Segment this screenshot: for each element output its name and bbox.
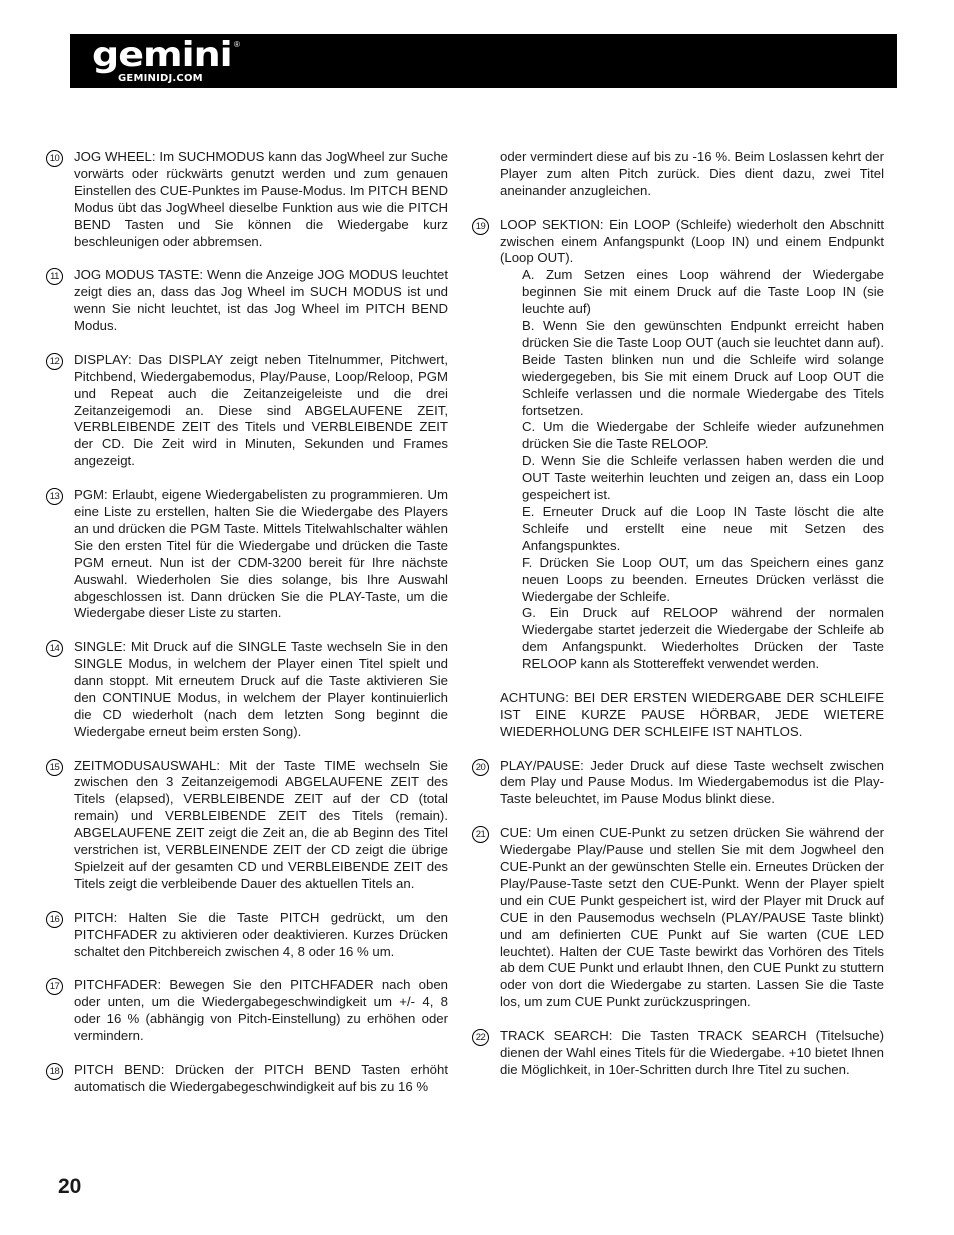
section-17 (46, 977, 448, 1045)
section-text: oder vermindert diese auf bis zu -16 %. Beim Loslassen kehrt der Player zum alten Pitch zurück. Dies dient dazu, zwei Titel aneinander anzugleichen. (500, 149, 884, 198)
section-text: JOG MODUS TASTE: Wenn die Anzeige JOG MODUS leuchtet zeigt dies an, dass das Jog Wheel im SUCH MODUS ist und wenn Sie nicht leuchtet, ist das Jog Wheel im PITCH BEND Modus. (74, 267, 448, 334)
number-badge: 18 (46, 1063, 63, 1080)
number-badge: 10 (46, 150, 63, 167)
logo-url: GEMINIDJ.COM (118, 73, 203, 84)
section-22 (472, 1028, 884, 1079)
section-text: PITCH: Halten Sie die Taste PITCH gedrückt, um den PITCHFADER zu aktivieren oder deaktivieren. Kurzes Drücken schaltet den Pitchbereich zwischen 4, 8 oder 16 % um. (74, 909, 448, 959)
loop-warning: ACHTUNG: BEI DER ERSTEN WIEDERGABE DER SCHLEIFE IST EINE KURZE PAUSE HÖRBAR, JEDE WIETERE WIEDERHOLUNG DER SCHLEIFE IST NAHTLOS. (500, 689, 884, 739)
section-18-continued (472, 149, 884, 200)
section-18 (46, 1062, 448, 1096)
section-13 (46, 487, 448, 622)
loop-step-c: C. Um die Wiedergabe der Schleife wieder aufzunehmen drücken Sie die Taste RELOOP. (522, 419, 884, 452)
section-text: PGM: Erlaubt, eigene Wiedergabelisten zu programmieren. Um eine Liste zu erstellen, halten Sie die Wiedergabe des Players an und drücken die PGM Taste. Mittels Titelwahlschalter wählen Sie den ersten Titel für die Wiedergabe und drücken die Taste PGM erneut. Nun ist der CDM-3200 bereit für Ihre nächste Auswahl. Wiederholen Sie dies solange, bis Ihre Auswahl abgeschlossen ist. Dann drücken Sie die PLAY-Taste, um die Wiedergabe dieser Liste zu starten. (74, 487, 448, 621)
section-14 (46, 639, 448, 740)
number-badge: 19 (472, 218, 489, 235)
page-number: 20 (58, 1175, 82, 1198)
logo-wordmark: gemini (92, 34, 232, 74)
number-badge: 13 (46, 488, 63, 505)
loop-step-g: G. Ein Druck auf RELOOP während der normalen Wiedergabe startet jederzeit die Wiedergabe der Schleife ab dem Anfangspunkt. Wiederholtes Drücken der Taste RELOOP kann als Stottereffekt verwendet werden. (522, 605, 884, 672)
number-badge: 11 (46, 268, 63, 285)
section-11 (46, 267, 448, 335)
section-text: LOOP SEKTION: Ein LOOP (Schleife) wiederholt den Abschnitt zwischen einem Anfangspunkt (Loop IN) und einem Endpunkt (Loop OUT). (500, 216, 884, 266)
header-bar (70, 34, 897, 88)
section-text: TRACK SEARCH: Die Tasten TRACK SEARCH (Titelsuche) dienen der Wahl eines Titels für die Wiedergabe. +10 bietet Ihnen die Möglichkeit, in 10er-Schritten durch Ihre Titel zu suchen. (500, 1028, 884, 1077)
loop-step-e: E. Erneuter Druck auf die Loop IN Taste löscht die alte Schleife und erstellt eine neue mit Setzen des Anfangspunktes. (522, 504, 884, 553)
section-12 (46, 352, 448, 470)
logo-registered-mark: ® (234, 40, 240, 49)
section-15 (46, 758, 448, 893)
number-badge: 14 (46, 640, 63, 657)
loop-step-b: B. Wenn Sie den gewünschten Endpunkt erreicht haben drücken Sie die Taste Loop OUT (auch sie leuchtet dann auf). Beide Tasten blinken nun und die Schleife wird solange wiedergegeben, bis Sie mit einem Druck auf Loop OUT die Schleife verlassen und die normale Wiedergabe des Titels fortsetzen. (522, 318, 884, 418)
section-16 (46, 910, 448, 961)
number-badge: 16 (46, 911, 63, 928)
number-badge: 15 (46, 759, 63, 776)
loop-step-d: D. Wenn Sie die Schleife verlassen haben werden die und OUT Taste weiterhin leuchten und zeigen an, dass ein Loop gespeichert ist. (522, 453, 884, 503)
section-text: DISPLAY: Das DISPLAY zeigt neben Titelnummer, Pitchwert, Pitchbend, Wiedergabemodus, Play/Pause, Loop/Reloop, PGM und Repeat auch die Zeitanzeigeleiste und die drei Zeitanzeigemodi an. Diese sind ABGELAUFENE ZEIT, VERBLEIBENDE ZEIT des Titels und VERBLEIBENDE ZEIT der CD. Die Zeit wird in Minuten, Sekunden und Frames angezeigt. (74, 351, 448, 469)
section-text: PITCHFADER: Bewegen Sie den PITCHFADER nach oben oder unten, um die Wiedergabegeschwindigkeit um +/- 4, 8 oder 16 % (abhängig von Pitch-Einstellung) zu erhöhen oder vermindern. (74, 977, 448, 1044)
gemini-logo (92, 34, 240, 84)
section-text: ZEITMODUSAUSWAHL: Mit der Taste TIME wechseln Sie zwischen den 3 Zeitanzeigemodi ABGELAUFENE ZEIT des Titels (elapsed), VERBLEIBENDE ZEIT auf der CD (total remain) und VERBLEIBENDE ZEIT des Titels (remain). ABGELAUFENE ZEIT zeigt die Zeit an, die ab Beginn des Titel verstrichen ist, VERBLEINENDE ZEIT der CD zeigt die übrige Spielzeit auf der gesamten CD und VERBLEIBENDE ZEIT des Titels zeigt die verbleibende Dauer des aktuellen Titels an. (74, 757, 448, 891)
number-badge: 12 (46, 353, 63, 370)
loop-step-a: A. Zum Setzen eines Loop während der Wiedergabe beginnen Sie mit einem Druck auf die Taste Loop IN (sie leuchte auf) (522, 267, 884, 317)
section-text: SINGLE: Mit Druck auf die SINGLE Taste wechseln Sie in den SINGLE Modus, in welchem der Player einen Titel spielt und dann stoppt. Mit erneutem Druck auf die Taste aktivieren Sie den CONTINUE Modus, in welchem der Player kontinuierlich die CD wiederholt (nach dem letzten Song beginnt die Wiedergabe erneut beim ersten Song). (74, 639, 448, 739)
number-badge: 20 (472, 759, 489, 776)
section-19 (472, 217, 884, 741)
left-column (46, 149, 448, 1096)
section-text: PITCH BEND: Drücken der PITCH BEND Tasten erhöht automatisch die Wiedergabegeschwindigkeit auf bis zu 16 % (74, 1061, 448, 1094)
section-21 (472, 825, 884, 1011)
number-badge: 21 (472, 826, 489, 843)
number-badge: 22 (472, 1029, 489, 1046)
model-title: CDM-3200 (650, 63, 764, 90)
number-badge: 17 (46, 978, 63, 995)
section-10 (46, 149, 448, 250)
section-text: CUE: Um einen CUE-Punkt zu setzen drücken Sie während der Wiedergabe Play/Pause und stellen Sie mit dem Jogwheel den CUE-Punkt an der gewünschten Stelle ein. Erneutes Drücken der Play/Pause-Taste setzt den CUE-Punkt. Wenn der Player spielt und ein CUE Punkt gespeichert ist, wird der Player mit Druck auf CUE in den Pausemodus wechseln (PLAY/PAUSE Taste blinkt) und am definierten CUE Punkt auf Sie warten (CUE LED leuchtet). Halten der CUE Taste bewirkt das Vorhören des Titels ab dem CUE Punkt und erlaubt Ihnen, den CUE Punkt zu stuttern oder von dort die Wiedergabe zu starten. Lassen Sie die Taste los, um zum CUE Punkt zurückzuspringen. (500, 825, 884, 1010)
section-text: JOG WHEEL: Im SUCHMODUS kann das JogWheel zur Suche vorwärts oder rückwärts genutzt werden und zum genauen Einstellen des CUE-Punktes im Pause-Modus. Im PITCH BEND Modus übt das JogWheel dieselbe Funktion aus wie die PITCH BEND Tasten und Sie können die Wiedergabe kurz beschleunigen oder abbremsen. (74, 149, 448, 249)
right-column (472, 149, 884, 1079)
section-text: PLAY/PAUSE: Jeder Druck auf diese Taste wechselt zwischen dem Play und Pause Modus. Im Wiedergabemodus ist die Play-Taste beleuchtet, im Pause Modus blinkt diese. (500, 757, 884, 807)
section-20 (472, 758, 884, 809)
loop-step-f: F. Drücken Sie Loop OUT, um das Speichern eines ganz neuen Loops zu beenden. Erneutes Drücken verlässt die Wiedergabe der Schleife. (522, 554, 884, 604)
